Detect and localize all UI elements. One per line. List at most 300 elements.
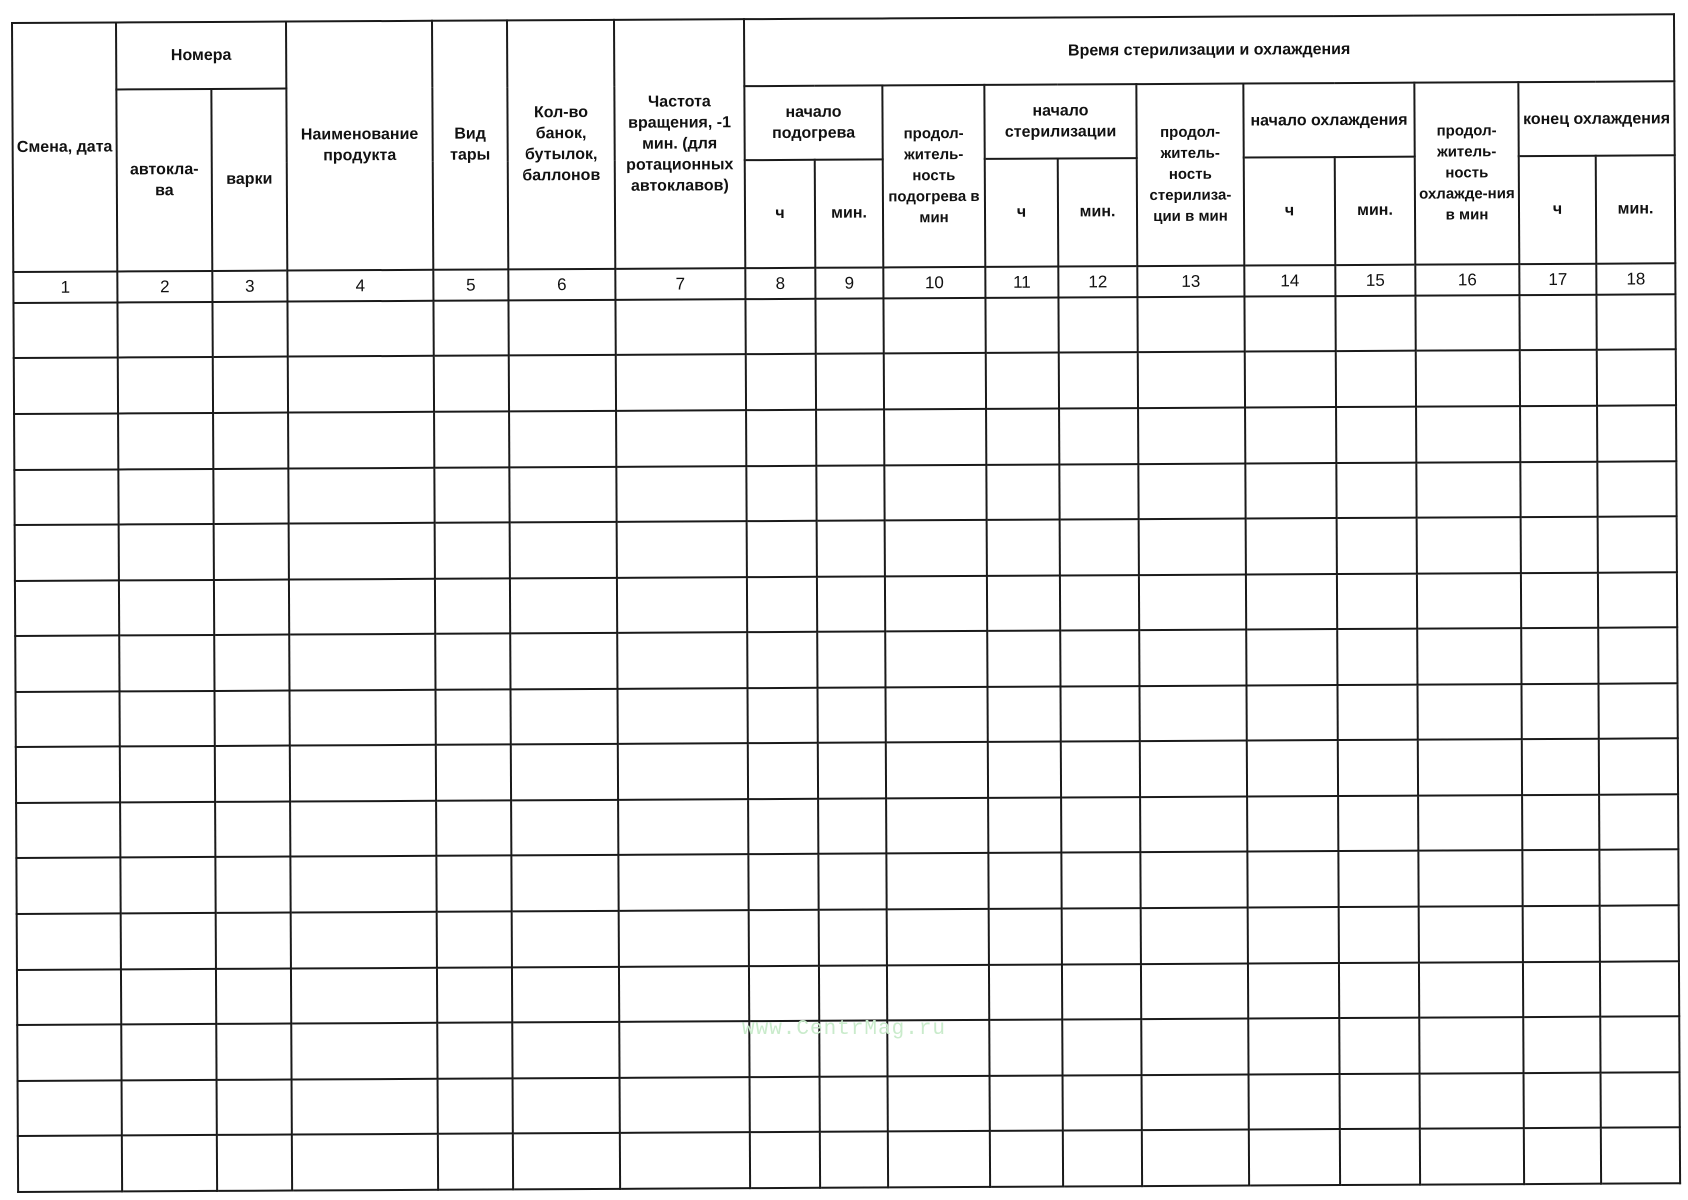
table-cell (18, 1080, 122, 1136)
table-cell (17, 1025, 121, 1081)
table-cell (1246, 518, 1337, 574)
table-row (16, 739, 1678, 803)
table-cell (436, 800, 511, 856)
table-cell (1060, 630, 1139, 686)
table-cell (513, 1133, 620, 1189)
column-number: 12 (1058, 266, 1137, 298)
table-cell (618, 799, 748, 855)
table-cell (16, 747, 120, 803)
table-cell (885, 687, 987, 743)
column-number: 2 (117, 270, 212, 302)
table-cell (749, 910, 819, 966)
table-cell (1339, 962, 1419, 1018)
table-cell (985, 297, 1058, 353)
header-shift-date: Смена, дата (12, 22, 117, 271)
header-sterilization-minute: мин. (1058, 159, 1138, 267)
table-cell (1523, 961, 1600, 1017)
table-cell (887, 909, 989, 965)
table-cell (1600, 961, 1679, 1017)
table-cell (436, 745, 511, 801)
table-cell (1248, 907, 1339, 963)
table-cell (1420, 1073, 1524, 1129)
table-cell (288, 356, 434, 412)
table-cell (291, 912, 437, 968)
table-cell (818, 743, 886, 799)
table-cell (1060, 686, 1139, 742)
table-cell (616, 355, 746, 411)
table-cell (509, 411, 616, 467)
table-cell (290, 690, 436, 746)
table-cell (817, 687, 885, 743)
table-cell (1139, 519, 1246, 575)
table-cell (1340, 1129, 1420, 1185)
table-cell (437, 967, 512, 1023)
table-cell (1141, 1019, 1248, 1075)
table-cell (746, 410, 816, 466)
table-cell (615, 299, 745, 355)
table-cell (212, 301, 287, 357)
table-cell (1063, 1075, 1142, 1131)
table-cell (1335, 295, 1415, 351)
table-cell (988, 853, 1061, 909)
header-row-2 (12, 81, 1674, 164)
table-cell (1062, 908, 1141, 964)
table-cell (1417, 684, 1521, 740)
table-cell (118, 357, 213, 413)
table-cell (1521, 572, 1598, 628)
table-cell (288, 412, 434, 468)
table-cell (617, 688, 747, 744)
table-cell (213, 357, 288, 413)
table-cell (292, 1134, 438, 1190)
table-cell (885, 520, 987, 576)
table-cell (1140, 741, 1247, 797)
header-heating-hour: ч (745, 160, 816, 267)
table-row (16, 683, 1678, 747)
table-cell (886, 798, 988, 854)
table-cell (747, 521, 817, 577)
column-number: 15 (1335, 264, 1415, 296)
table-cell (986, 353, 1059, 409)
table-cell (1416, 462, 1520, 518)
table-cell (1059, 408, 1138, 464)
table-cell (14, 469, 118, 525)
table-cell (883, 298, 985, 354)
table-cell (746, 354, 816, 410)
table-row (14, 461, 1676, 525)
table-cell (215, 857, 290, 913)
table-cell (1137, 296, 1244, 352)
header-sterilization-time: Время стерилизации и охлаждения (744, 14, 1674, 86)
table-cell (1596, 294, 1675, 350)
table-cell (512, 966, 619, 1022)
table-cell (886, 742, 988, 798)
table-cell (289, 523, 435, 579)
table-cell (118, 468, 213, 524)
table-cell (1246, 574, 1337, 630)
column-number: 3 (212, 270, 287, 302)
table-cell (290, 745, 436, 801)
watermark-text: www.CentrMag.ru (742, 1018, 947, 1041)
table-cell (1062, 1019, 1141, 1075)
table-cell (213, 413, 288, 469)
table-cell (1249, 1074, 1340, 1130)
table-cell (1338, 851, 1418, 907)
table-cell (15, 525, 119, 581)
table-cell (18, 1136, 122, 1192)
table-cell (885, 631, 987, 687)
table-row (14, 350, 1676, 414)
table-cell (1419, 906, 1523, 962)
table-cell (120, 802, 215, 858)
table-cell (17, 913, 121, 969)
table-cell (15, 580, 119, 636)
column-number: 8 (745, 267, 815, 299)
table-cell (1337, 518, 1417, 574)
header-autoclave: автокла-ва (116, 89, 212, 271)
table-cell (987, 631, 1060, 687)
table-cell (747, 688, 817, 744)
header-quantity: Кол-во банок, бутылок, баллонов (507, 20, 615, 269)
table-cell (748, 743, 818, 799)
table-cell (1598, 572, 1677, 628)
table-cell (14, 358, 118, 414)
table-cell (1336, 462, 1416, 518)
table-cell (512, 1022, 619, 1078)
header-product-name: Наименование продукта (286, 21, 433, 270)
table-cell (119, 580, 214, 636)
table-cell (617, 521, 747, 577)
table-cell (512, 911, 619, 967)
header-cooling-start-hour: ч (1244, 158, 1336, 266)
table-cell (217, 1079, 292, 1135)
table-row (14, 405, 1676, 469)
table-cell (1247, 796, 1338, 852)
table-cell (618, 743, 748, 799)
table-cell (290, 856, 436, 912)
header-cooling-end: конец охлаждения (1518, 81, 1674, 157)
table-cell (887, 964, 989, 1020)
table-cell (1339, 907, 1419, 963)
table-cell (1059, 353, 1138, 409)
table-cell (1419, 1017, 1523, 1073)
table-cell (1249, 1129, 1340, 1185)
table-cell (1336, 351, 1416, 407)
table-cell (434, 356, 509, 412)
table-cell (750, 1076, 820, 1132)
table-cell (616, 466, 746, 522)
table-cell (437, 911, 512, 967)
table-cell (16, 802, 120, 858)
table-cell (990, 1131, 1063, 1187)
table-cell (119, 524, 214, 580)
table-row (18, 1072, 1680, 1136)
table-cell (987, 520, 1060, 576)
table-cell (820, 1076, 888, 1132)
header-rotation-frequency: Частота вращения, -1 мин. (для ротационных автоклавов) (614, 19, 745, 268)
table-cell (817, 576, 885, 632)
table-cell (1246, 629, 1337, 685)
table-cell (1599, 794, 1678, 850)
table-cell (1247, 852, 1338, 908)
table-cell (987, 686, 1060, 742)
table-cell (1522, 850, 1599, 906)
table-cell (511, 855, 618, 911)
table-cell (433, 300, 508, 356)
table-cell (619, 966, 749, 1022)
table-cell (214, 524, 289, 580)
table-cell (989, 1020, 1062, 1076)
table-cell (986, 464, 1059, 520)
table-row (15, 516, 1677, 580)
table-cell (1060, 575, 1139, 631)
table-cell (509, 355, 616, 411)
header-heating-start: начало подогрева (744, 85, 882, 160)
table-cell (1138, 463, 1245, 519)
table-cell (438, 1078, 513, 1134)
table-cell (1418, 795, 1522, 851)
column-number: 7 (615, 268, 745, 300)
table-cell (213, 468, 288, 524)
table-cell (215, 801, 290, 857)
column-number: 4 (287, 269, 433, 301)
table-cell (816, 409, 884, 465)
table-cell (1523, 1017, 1600, 1073)
table-cell (1520, 350, 1597, 406)
table-cell (1139, 630, 1246, 686)
journal-sheet (11, 13, 1679, 1193)
table-cell (819, 965, 887, 1021)
table-cell (437, 1023, 512, 1079)
table-cell (815, 298, 883, 354)
column-number: 6 (508, 268, 615, 300)
table-cell (1247, 740, 1338, 796)
table-cell (989, 909, 1062, 965)
table-cell (816, 354, 884, 410)
table-cell (1521, 517, 1598, 573)
table-cell (17, 969, 121, 1025)
table-cell (816, 465, 884, 521)
table-cell (1062, 964, 1141, 1020)
table-cell (986, 408, 1059, 464)
table-row (15, 628, 1677, 692)
table-cell (1142, 1074, 1249, 1130)
table-cell (510, 633, 617, 689)
table-cell (1059, 464, 1138, 520)
table-cell (619, 1021, 749, 1077)
header-cooking: варки (211, 88, 287, 270)
table-cell (510, 577, 617, 633)
table-cell (745, 299, 815, 355)
table-cell (291, 967, 437, 1023)
column-number: 18 (1596, 263, 1675, 295)
table-cell (216, 1024, 291, 1080)
table-row (17, 905, 1679, 969)
table-cell (618, 855, 748, 911)
table-cell (617, 577, 747, 633)
table-cell (436, 689, 511, 745)
header-cooling-start-minute: мин. (1335, 157, 1416, 265)
table-cell (215, 690, 290, 746)
table-cell (1245, 407, 1336, 463)
table-cell (988, 797, 1061, 853)
table-cell (747, 576, 817, 632)
table-cell (888, 1131, 990, 1187)
table-cell (818, 854, 886, 910)
table-cell (619, 910, 749, 966)
table-cell (511, 689, 618, 745)
table-cell (1597, 405, 1676, 461)
table-cell (1061, 797, 1140, 853)
table-row (13, 294, 1675, 358)
table-cell (291, 1023, 437, 1079)
table-cell (510, 522, 617, 578)
table-cell (120, 691, 215, 747)
table-cell (121, 1024, 216, 1080)
table-cell (122, 1135, 217, 1191)
table-cell (120, 857, 215, 913)
table-cell (746, 465, 816, 521)
table-cell (214, 635, 289, 691)
header-container-type: Вид тары (432, 20, 508, 269)
table-cell (817, 521, 885, 577)
table-cell (748, 854, 818, 910)
table-cell (989, 964, 1062, 1020)
column-number: 14 (1244, 265, 1335, 297)
table-cell (885, 576, 987, 632)
table-cell (1416, 351, 1520, 407)
table-cell (292, 1078, 438, 1134)
table-row (18, 1128, 1680, 1192)
table-cell (289, 634, 435, 690)
table-cell (1524, 1128, 1601, 1184)
table-cell (216, 913, 291, 969)
table-cell (990, 1075, 1063, 1131)
header-cooling-end-hour: ч (1519, 156, 1597, 263)
table-cell (436, 856, 511, 912)
table-cell (511, 744, 618, 800)
table-cell (121, 913, 216, 969)
table-cell (1522, 739, 1599, 795)
table-cell (435, 634, 510, 690)
column-number: 13 (1137, 265, 1244, 297)
table-cell (509, 466, 616, 522)
table-cell (1140, 852, 1247, 908)
table-cell (888, 1076, 990, 1132)
table-cell (438, 1134, 513, 1190)
table-cell (819, 909, 887, 965)
table-cell (13, 302, 117, 358)
table-cell (1338, 740, 1418, 796)
table-cell (884, 353, 986, 409)
table-cell (620, 1077, 750, 1133)
table-cell (747, 632, 817, 688)
table-cell (1418, 739, 1522, 795)
header-heating-minute: мин. (815, 160, 884, 267)
table-cell (1521, 628, 1598, 684)
table-cell (15, 636, 119, 692)
table-cell (884, 464, 986, 520)
table-cell (1522, 795, 1599, 851)
table-cell (1419, 962, 1523, 1018)
table-cell (1418, 851, 1522, 907)
column-number: 17 (1519, 263, 1596, 295)
table-cell (289, 578, 435, 634)
table-cell (1138, 352, 1245, 408)
table-cell (616, 410, 746, 466)
table-cell (1519, 295, 1596, 351)
table-cell (16, 858, 120, 914)
table-cell (1417, 628, 1521, 684)
table-cell (1600, 905, 1679, 961)
table-cell (1337, 684, 1417, 740)
column-number: 9 (815, 267, 883, 299)
table-cell (1141, 963, 1248, 1019)
table-cell (1523, 906, 1600, 962)
column-number: 1 (13, 271, 117, 303)
table-cell (1139, 685, 1246, 741)
table-cell (121, 969, 216, 1025)
table-cell (1339, 1018, 1419, 1074)
table-cell (818, 798, 886, 854)
table-cell (1598, 628, 1677, 684)
table-cell (1063, 1130, 1142, 1186)
table-cell (1597, 461, 1676, 517)
sterilization-log-table (11, 13, 1681, 1193)
table-cell (119, 635, 214, 691)
table-cell (884, 409, 986, 465)
table-cell (1601, 1128, 1680, 1184)
table-cell (511, 800, 618, 856)
table-cell (1245, 351, 1336, 407)
header-heating-duration: продол-житель-ность подогрева в мин (882, 85, 985, 267)
table-cell (122, 1080, 217, 1136)
table-cell (1061, 853, 1140, 909)
table-cell (1417, 517, 1521, 573)
table-cell (1416, 406, 1520, 462)
header-sterilization-hour: ч (985, 159, 1059, 266)
table-cell (1597, 350, 1676, 406)
column-number: 10 (883, 266, 985, 298)
table-cell (117, 302, 212, 358)
header-cooling-end-minute: мин. (1596, 156, 1676, 264)
table-cell (748, 799, 818, 855)
table-cell (817, 632, 885, 688)
table-row (17, 961, 1679, 1025)
table-cell (1598, 683, 1677, 739)
table-cell (1058, 297, 1137, 353)
table-cell (1245, 463, 1336, 519)
table-cell (1336, 407, 1416, 463)
table-cell (217, 1135, 292, 1191)
table-cell (120, 746, 215, 802)
table-cell (1248, 1018, 1339, 1074)
header-cooling-start: начало охлаждения (1243, 82, 1414, 158)
table-cell (16, 691, 120, 747)
table-cell (1521, 683, 1598, 739)
table-cell (987, 575, 1060, 631)
table-cell (1141, 908, 1248, 964)
table-cell (1140, 796, 1247, 852)
column-number: 16 (1415, 264, 1519, 296)
table-cell (1061, 741, 1140, 797)
table-cell (1600, 1016, 1679, 1072)
table-cell (1338, 796, 1418, 852)
header-sterilization-start: начало стерилизации (984, 84, 1136, 160)
table-cell (750, 1132, 820, 1188)
table-cell (435, 578, 510, 634)
table-cell (1599, 739, 1678, 795)
